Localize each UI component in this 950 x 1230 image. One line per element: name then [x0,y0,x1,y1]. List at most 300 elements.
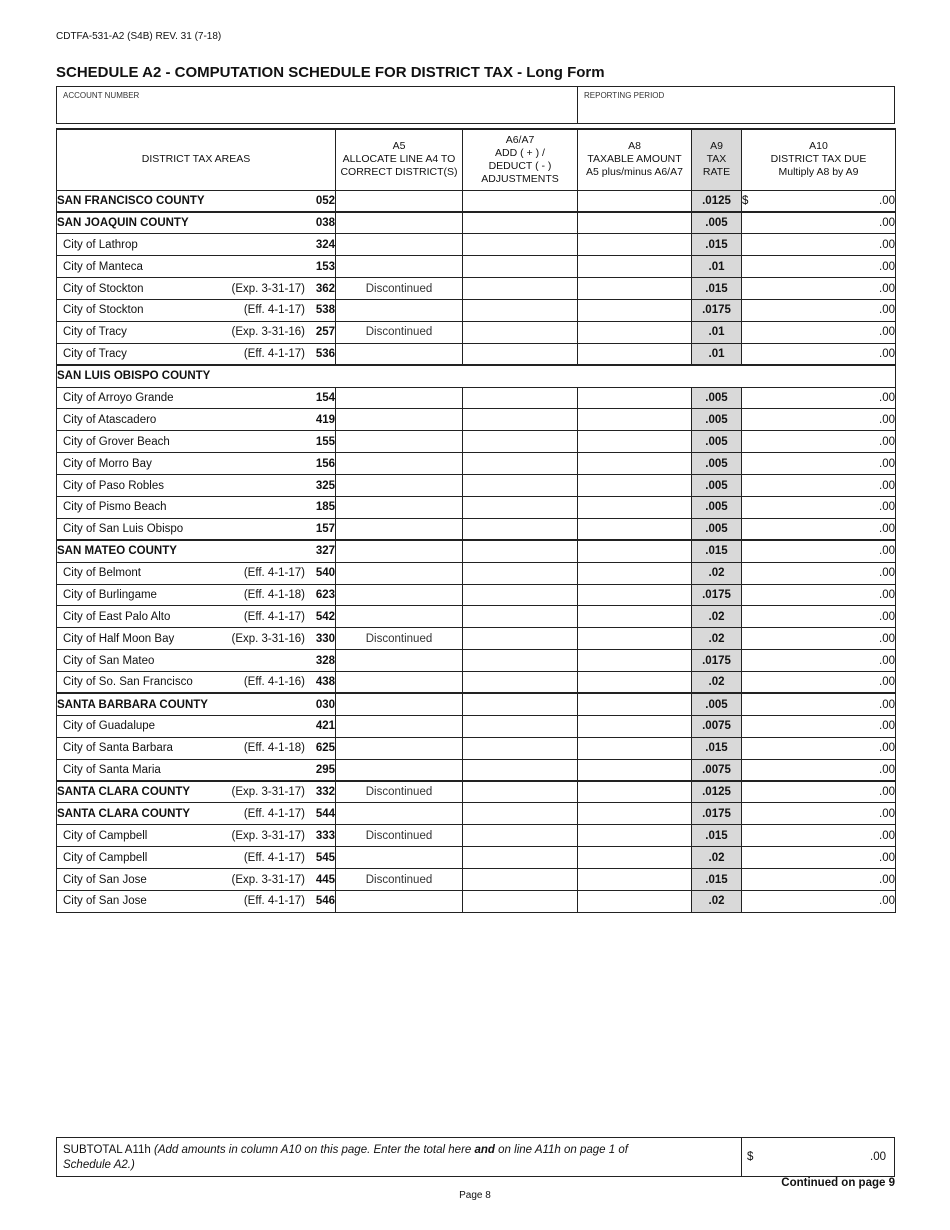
a10-district-tax-due-field[interactable] [742,737,896,759]
a6-adjustments-field[interactable] [463,869,578,891]
amount-cents: .00 [879,391,895,404]
col-header-a8-line: TAXABLE AMOUNT [587,153,682,166]
district-code: 327 [315,545,335,558]
a9-tax-rate: .005 [692,475,742,497]
a5-allocate-field[interactable] [336,650,463,672]
a8-taxable-amount-field[interactable] [578,715,692,737]
a8-taxable-amount-field[interactable] [578,803,692,825]
district-name: City of Burlingame [63,588,157,601]
a5-allocate-field[interactable] [336,584,463,606]
a8-taxable-amount-field[interactable] [578,737,692,759]
amount-cents: .00 [879,501,895,514]
district-name: City of Arroyo Grande [63,391,174,404]
col-header-a10-line: A10 [809,140,828,153]
a8-taxable-amount-field[interactable] [578,869,692,891]
district-name: City of Morro Bay [63,457,152,470]
district-name: City of Campbell [63,851,148,864]
a6-adjustments-field[interactable] [463,847,578,869]
a8-taxable-amount-field[interactable] [578,847,692,869]
a10-district-tax-due-field[interactable] [742,562,896,584]
a10-district-tax-due-field[interactable] [742,299,896,321]
district-name: SAN FRANCISCO COUNTY [57,194,205,207]
a8-taxable-amount-field[interactable] [578,343,692,365]
a8-taxable-amount-field[interactable] [578,781,692,803]
a6-adjustments-field[interactable] [463,409,578,431]
table-body [57,190,896,912]
district-name: City of Guadalupe [63,720,156,733]
amount-cents: .00 [879,698,895,711]
a5-allocate-field[interactable] [336,847,463,869]
table-row [57,278,896,300]
a9-tax-rate: .015 [692,869,742,891]
a5-allocate-field[interactable] [336,891,463,913]
a10-district-tax-due-field[interactable] [742,518,896,540]
district-code: 030 [315,698,335,711]
a10-district-tax-due-field[interactable] [742,256,896,278]
a9-tax-rate: .005 [692,431,742,453]
a8-taxable-amount-field[interactable] [578,387,692,409]
district-code: 156 [315,457,335,470]
a6-adjustments-field[interactable] [463,343,578,365]
district-name: SANTA BARBARA COUNTY [57,698,208,711]
a10-district-tax-due-field[interactable] [742,343,896,365]
district-name: City of Pismo Beach [63,501,167,514]
a9-tax-rate: .015 [692,234,742,256]
district-code: 536 [315,347,335,360]
district-code: 421 [315,720,335,733]
a8-taxable-amount-field[interactable] [578,628,692,650]
district-date-note: (Eff. 4-1-17) [243,304,305,317]
a6-adjustments-field[interactable] [463,234,578,256]
a6-adjustments-field[interactable] [463,759,578,781]
district-code: 419 [315,413,335,426]
district-area-cell [57,256,336,278]
subtotal-currency: $ [747,1151,754,1163]
account-number-label: ACCOUNT NUMBER [63,91,140,100]
district-area-cell [57,672,336,694]
table-row [57,212,896,234]
amount-cents: .00 [879,194,895,207]
col-header-a6-line: ADD ( + ) / [495,146,545,159]
col-header-a9-line: RATE [702,166,731,179]
district-code: 185 [315,501,335,514]
district-code: 155 [315,435,335,448]
a8-taxable-amount-field[interactable] [578,190,692,212]
a5-allocate-field[interactable]: Discontinued [336,781,463,803]
a10-district-tax-due-field[interactable] [742,212,896,234]
amount-cents: .00 [879,282,895,295]
a5-allocate-field[interactable] [336,431,463,453]
a9-tax-rate: .02 [692,606,742,628]
a8-taxable-amount-field[interactable] [578,562,692,584]
a8-taxable-amount-field[interactable] [578,453,692,475]
district-area-cell [57,365,336,387]
table-row [57,606,896,628]
a8-taxable-amount-field[interactable] [578,650,692,672]
amount-cents: .00 [879,545,895,558]
a9-tax-rate: .005 [692,693,742,715]
a5-allocate-field[interactable] [336,475,463,497]
a9-tax-rate: .01 [692,256,742,278]
col-header-areas: DISTRICT TAX AREAS [57,129,336,190]
col-header-a6-line: ADJUSTMENTS [481,172,559,185]
amount-cents: .00 [879,413,895,426]
a5-allocate-field[interactable]: Discontinued [336,825,463,847]
district-name: City of Belmont [63,567,141,580]
a8-taxable-amount-field[interactable] [578,256,692,278]
district-area-cell [57,847,336,869]
district-name: City of Tracy [63,326,127,339]
a8-taxable-amount-field[interactable] [578,496,692,518]
district-name: City of San Luis Obispo [63,523,184,536]
district-name: City of Lathrop [63,238,138,251]
a10-district-tax-due-field[interactable] [742,584,896,606]
district-area-cell [57,409,336,431]
district-name: City of Campbell [63,829,148,842]
a6-adjustments-field[interactable] [463,628,578,650]
a5-allocate-field[interactable] [336,256,463,278]
a8-taxable-amount-field[interactable] [578,299,692,321]
district-name: SANTA CLARA COUNTY [57,807,191,820]
a5-allocate-field[interactable] [336,299,463,321]
district-area-cell [57,234,336,256]
a9-tax-rate: .0175 [692,650,742,672]
a8-taxable-amount-field[interactable] [578,825,692,847]
a5-allocate-field[interactable]: Discontinued [336,628,463,650]
col-header-a9 [692,129,742,190]
district-area-cell [57,715,336,737]
a5-allocate-field[interactable]: Discontinued [336,869,463,891]
a9-tax-rate: .01 [692,321,742,343]
a10-district-tax-due-field[interactable] [742,234,896,256]
district-code: 438 [315,676,335,689]
district-code: 546 [315,895,335,908]
district-name: City of San Mateo [63,654,155,667]
amount-cents: .00 [879,523,895,536]
amount-cents: .00 [879,610,895,623]
district-code: 623 [315,588,335,601]
a10-district-tax-due-field[interactable] [742,475,896,497]
district-area-cell [57,343,336,365]
a10-district-tax-due-field[interactable] [742,825,896,847]
a8-taxable-amount-field[interactable] [578,212,692,234]
a5-allocate-field[interactable] [336,540,463,562]
district-name: City of Paso Robles [63,479,164,492]
a6-adjustments-field[interactable] [463,321,578,343]
amount-cents: .00 [879,632,895,645]
a8-taxable-amount-field[interactable] [578,409,692,431]
district-date-note: (Eff. 4-1-17) [243,807,305,820]
amount-cents: .00 [879,807,895,820]
a5-allocate-field[interactable] [336,693,463,715]
a8-taxable-amount-field[interactable] [578,759,692,781]
a9-tax-rate: .0125 [692,190,742,212]
district-area-cell [57,693,336,715]
district-area-cell [57,562,336,584]
district-name: SAN LUIS OBISPO COUNTY [57,370,211,383]
a10-district-tax-due-field[interactable] [742,672,896,694]
district-area-cell [57,891,336,913]
a6-adjustments-field[interactable] [463,562,578,584]
a8-taxable-amount-field[interactable] [578,540,692,562]
table-row [57,847,896,869]
col-header-a9-line: A9 [710,140,723,153]
a5-allocate-field[interactable] [336,562,463,584]
a5-allocate-field[interactable] [336,409,463,431]
a8-taxable-amount-field[interactable] [578,584,692,606]
district-code: 328 [315,654,335,667]
col-header-a8-line: A8 [628,140,641,153]
amount-cents: .00 [879,326,895,339]
a10-district-tax-due-field[interactable] [742,190,896,212]
district-name: City of Stockton [63,304,144,317]
district-date-note: (Exp. 3-31-17) [231,282,305,295]
district-name: SAN JOAQUIN COUNTY [57,217,189,230]
a6-adjustments-field[interactable] [463,650,578,672]
amount-cents: .00 [879,260,895,273]
table-row [57,343,896,365]
a9-tax-rate: .02 [692,628,742,650]
a6-adjustments-field[interactable] [463,693,578,715]
a8-taxable-amount-field[interactable] [578,321,692,343]
district-code: 542 [315,610,335,623]
a6-adjustments-field[interactable] [463,825,578,847]
a8-taxable-amount-field[interactable] [578,693,692,715]
a10-district-tax-due-field[interactable] [742,781,896,803]
a6-adjustments-field[interactable] [463,891,578,913]
table-row [57,256,896,278]
col-header-a8-line: A5 plus/minus A6/A7 [586,166,683,179]
a5-allocate-field[interactable]: Discontinued [336,321,463,343]
a8-taxable-amount-field[interactable] [578,475,692,497]
a9-tax-rate: .02 [692,672,742,694]
a10-district-tax-due-field[interactable] [742,869,896,891]
subtotal-label: SUBTOTAL A11h [63,1144,151,1156]
table-row [57,562,896,584]
table-row [57,759,896,781]
subtotal-amount-field[interactable] [741,1138,894,1176]
district-area-cell [57,475,336,497]
district-area-cell [57,650,336,672]
table-row [57,803,896,825]
a5-allocate-field[interactable] [336,803,463,825]
district-code: 332 [315,786,335,799]
district-date-note: (Eff. 4-1-17) [243,851,305,864]
district-name: City of Santa Maria [63,763,161,776]
district-date-note: (Eff. 4-1-16) [243,676,305,689]
table-row [57,431,896,453]
a10-district-tax-due-field[interactable] [742,540,896,562]
district-area-cell [57,606,336,628]
a10-district-tax-due-field[interactable] [742,759,896,781]
table-header-row [57,129,896,190]
subtotal-box [56,1137,895,1177]
district-code: 325 [315,479,335,492]
amount-cents: .00 [879,457,895,470]
a6-adjustments-field[interactable] [463,453,578,475]
a9-tax-rate: .005 [692,453,742,475]
table-row [57,825,896,847]
district-code: 295 [315,763,335,776]
a9-tax-rate: .0175 [692,299,742,321]
a8-taxable-amount-field[interactable] [578,672,692,694]
a10-district-tax-due-field[interactable] [742,803,896,825]
col-header-a5-line: CORRECT DISTRICT(S) [340,166,458,179]
a10-district-tax-due-field[interactable] [742,409,896,431]
col-header-a5-line: ALLOCATE LINE A4 TO [342,153,456,166]
district-name: City of Tracy [63,347,127,360]
a9-tax-rate: .02 [692,847,742,869]
a10-district-tax-due-field[interactable] [742,496,896,518]
table-row [57,715,896,737]
a6-adjustments-field[interactable] [463,496,578,518]
a6-adjustments-field[interactable] [463,606,578,628]
table-row [57,453,896,475]
a10-district-tax-due-field[interactable] [742,321,896,343]
district-area-cell [57,190,336,212]
a10-district-tax-due-field[interactable] [742,650,896,672]
amount-cents: .00 [879,588,895,601]
district-date-note: (Exp. 3-31-17) [231,829,305,842]
table-row [57,540,896,562]
a5-allocate-field[interactable] [336,190,463,212]
a9-tax-rate: .02 [692,891,742,913]
district-area-cell [57,540,336,562]
district-code: 154 [315,391,335,404]
a10-district-tax-due-field[interactable] [742,453,896,475]
amount-cents: .00 [879,851,895,864]
district-name: City of Stockton [63,282,144,295]
a5-allocate-field[interactable] [336,343,463,365]
a8-taxable-amount-field[interactable] [578,518,692,540]
table-row [57,891,896,913]
a6-adjustments-field[interactable] [463,212,578,234]
a6-adjustments-field[interactable] [463,256,578,278]
a6-adjustments-field[interactable] [463,781,578,803]
district-code: 625 [315,742,335,755]
a5-allocate-field[interactable] [336,212,463,234]
table-row [57,365,896,387]
a6-adjustments-field[interactable] [463,672,578,694]
subtotal-instructions-and: and [474,1144,495,1156]
account-box-divider [577,87,578,123]
county-header-span [336,365,896,387]
district-code: 545 [315,851,335,864]
a6-adjustments-field[interactable] [463,715,578,737]
district-code: 052 [315,194,335,207]
a5-allocate-field[interactable] [336,234,463,256]
a6-adjustments-field[interactable] [463,584,578,606]
district-area-cell [57,212,336,234]
table-row [57,321,896,343]
a10-district-tax-due-field[interactable] [742,891,896,913]
col-header-a10-line: DISTRICT TAX DUE [770,153,867,166]
district-name: SAN MATEO COUNTY [57,545,177,558]
table-row [57,650,896,672]
amount-cents: .00 [879,763,895,776]
a8-taxable-amount-field[interactable] [578,891,692,913]
a6-adjustments-field[interactable] [463,299,578,321]
a10-district-tax-due-field[interactable] [742,715,896,737]
a6-adjustments-field[interactable] [463,518,578,540]
district-date-note: (Eff. 4-1-18) [243,742,305,755]
a10-district-tax-due-field[interactable] [742,431,896,453]
a8-taxable-amount-field[interactable] [578,234,692,256]
a6-adjustments-field[interactable] [463,737,578,759]
a9-tax-rate: .0125 [692,781,742,803]
amount-cents: .00 [879,873,895,886]
district-area-cell [57,584,336,606]
amount-cents: .00 [879,829,895,842]
subtotal-instructions-b: on line A11h on page 1 of Schedule A2.) [63,1144,628,1171]
district-code: 330 [315,632,335,645]
a8-taxable-amount-field[interactable] [578,278,692,300]
a5-allocate-field[interactable] [336,453,463,475]
a10-district-tax-due-field[interactable] [742,693,896,715]
a9-tax-rate: .0175 [692,803,742,825]
a9-tax-rate: .015 [692,540,742,562]
a5-allocate-field[interactable] [336,518,463,540]
district-name: City of Atascadero [63,413,157,426]
a5-allocate-field[interactable] [336,387,463,409]
a9-tax-rate: .005 [692,518,742,540]
subtotal-amount: .00 [870,1151,886,1163]
a10-district-tax-due-field[interactable] [742,847,896,869]
page-title: SCHEDULE A2 - COMPUTATION SCHEDULE FOR DISTRICT TAX - Long Form [56,64,605,81]
district-name: City of Half Moon Bay [63,632,175,645]
district-area-cell [57,518,336,540]
district-date-note: (Eff. 4-1-17) [243,347,305,360]
col-header-a10-line: Multiply A8 by A9 [778,166,859,179]
a5-allocate-field[interactable]: Discontinued [336,278,463,300]
a6-adjustments-field[interactable] [463,278,578,300]
amount-cents: .00 [879,304,895,317]
a10-district-tax-due-field[interactable] [742,387,896,409]
district-code: 540 [315,567,335,580]
a6-adjustments-field[interactable] [463,431,578,453]
a5-allocate-field[interactable] [336,759,463,781]
a6-adjustments-field[interactable] [463,475,578,497]
district-date-note: (Eff. 4-1-18) [243,588,305,601]
district-name: City of San Jose [63,873,147,886]
district-area-cell [57,299,336,321]
a6-adjustments-field[interactable] [463,803,578,825]
a5-allocate-field[interactable] [336,672,463,694]
district-area-cell [57,387,336,409]
a5-allocate-field[interactable] [336,496,463,518]
district-area-cell [57,869,336,891]
a10-district-tax-due-field[interactable] [742,278,896,300]
table-row [57,737,896,759]
district-code: 038 [315,217,335,230]
a6-adjustments-field[interactable] [463,540,578,562]
district-area-cell [57,278,336,300]
subtotal-text [63,1143,663,1173]
a10-district-tax-due-field[interactable] [742,606,896,628]
a5-allocate-field[interactable] [336,606,463,628]
a10-district-tax-due-field[interactable] [742,628,896,650]
district-name: City of So. San Francisco [63,676,193,689]
a6-adjustments-field[interactable] [463,387,578,409]
col-header-a6-line: DEDUCT ( - ) [488,159,552,172]
a6-adjustments-field[interactable] [463,190,578,212]
table-row [57,299,896,321]
a5-allocate-field[interactable] [336,737,463,759]
a8-taxable-amount-field[interactable] [578,606,692,628]
a8-taxable-amount-field[interactable] [578,431,692,453]
district-area-cell [57,803,336,825]
a5-allocate-field[interactable] [336,715,463,737]
